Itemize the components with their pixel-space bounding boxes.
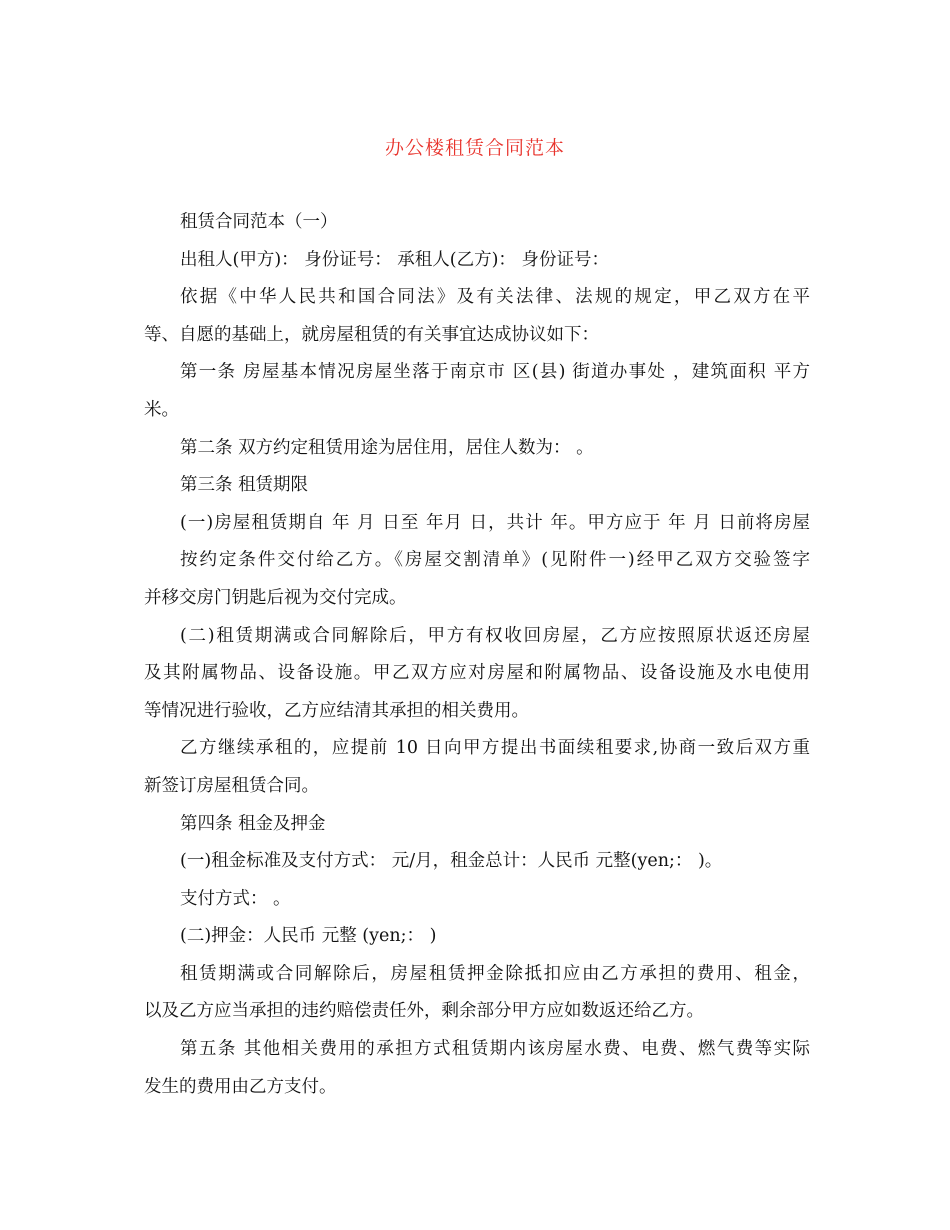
paragraph-line: 及其附属物品、设备设施。甲乙双方应对房屋和附属物品、设备设施及水电使用: [144, 663, 810, 684]
paragraph-line: 等、自愿的基础上，就房屋租赁的有关事宜达成协议如下：: [144, 324, 599, 345]
document-body: [144, 204, 810, 1106]
paragraph-line: (二)押金：人民币 元整 (yen;： ): [180, 926, 437, 947]
paragraph-line: 等情况进行验收，乙方应结清其承担的相关费用。: [144, 700, 529, 721]
paragraph-line: 并移交房门钥匙后视为交付完成。: [144, 587, 407, 608]
paragraph-line: (一)租金标准及支付方式： 元/月，租金总计：人民币 元整(yen;： )。: [180, 851, 723, 872]
paragraph-line: 第三条 租赁期限: [180, 475, 309, 496]
paragraph-line: 依据《中华人民共和国合同法》及有关法律、法规的规定，甲乙双方在平: [180, 287, 810, 308]
paragraph-line: 支付方式： 。: [180, 888, 291, 909]
paragraph-line: 租赁合同范本（一）: [180, 212, 338, 232]
paragraph-line: (一)房屋租赁期自 年 月 日至 年月 日，共计 年。甲方应于 年 月 日前将房屋: [180, 512, 810, 533]
paragraph-line: 以及乙方应当承担的违约赔偿责任外，剩余部分甲方应如数返还给乙方。: [144, 1001, 704, 1022]
paragraph-line: 出租人(甲方)： 身份证号： 承租人(乙方)： 身份证号：: [180, 249, 609, 270]
paragraph-line: 第二条 双方约定租赁用途为居住用，居住人数为： 。: [180, 437, 594, 458]
paragraph-line: 乙方继续承租的，应提前 10 日向甲方提出书面续租要求,协商一致后双方重: [180, 738, 810, 759]
paragraph-line: 发生的费用由乙方支付。: [144, 1076, 337, 1097]
paragraph-line: 第四条 租金及押金: [180, 813, 326, 834]
paragraph-line: 第五条 其他相关费用的承担方式租赁期内该房屋水费、电费、燃气费等实际: [180, 1039, 810, 1060]
paragraph-line: (二)租赁期满或合同解除后，甲方有权收回房屋，乙方应按照原状返还房屋: [180, 625, 810, 646]
paragraph-line: 第一条 房屋基本情况房屋坐落于南京市 区(县) 街道办事处 ，建筑面积 平方: [180, 362, 810, 383]
document-title: 办公楼租赁合同范本: [384, 137, 565, 159]
paragraph-line: 按约定条件交付给乙方。《房屋交割清单》(见附件一)经甲乙双方交验签字: [180, 550, 810, 571]
paragraph-line: 米。: [144, 399, 179, 420]
paragraph-line: 租赁期满或合同解除后，房屋租赁押金除抵扣应由乙方承担的费用、租金，: [180, 963, 810, 984]
paragraph-line: 新签订房屋租赁合同。: [144, 775, 319, 796]
